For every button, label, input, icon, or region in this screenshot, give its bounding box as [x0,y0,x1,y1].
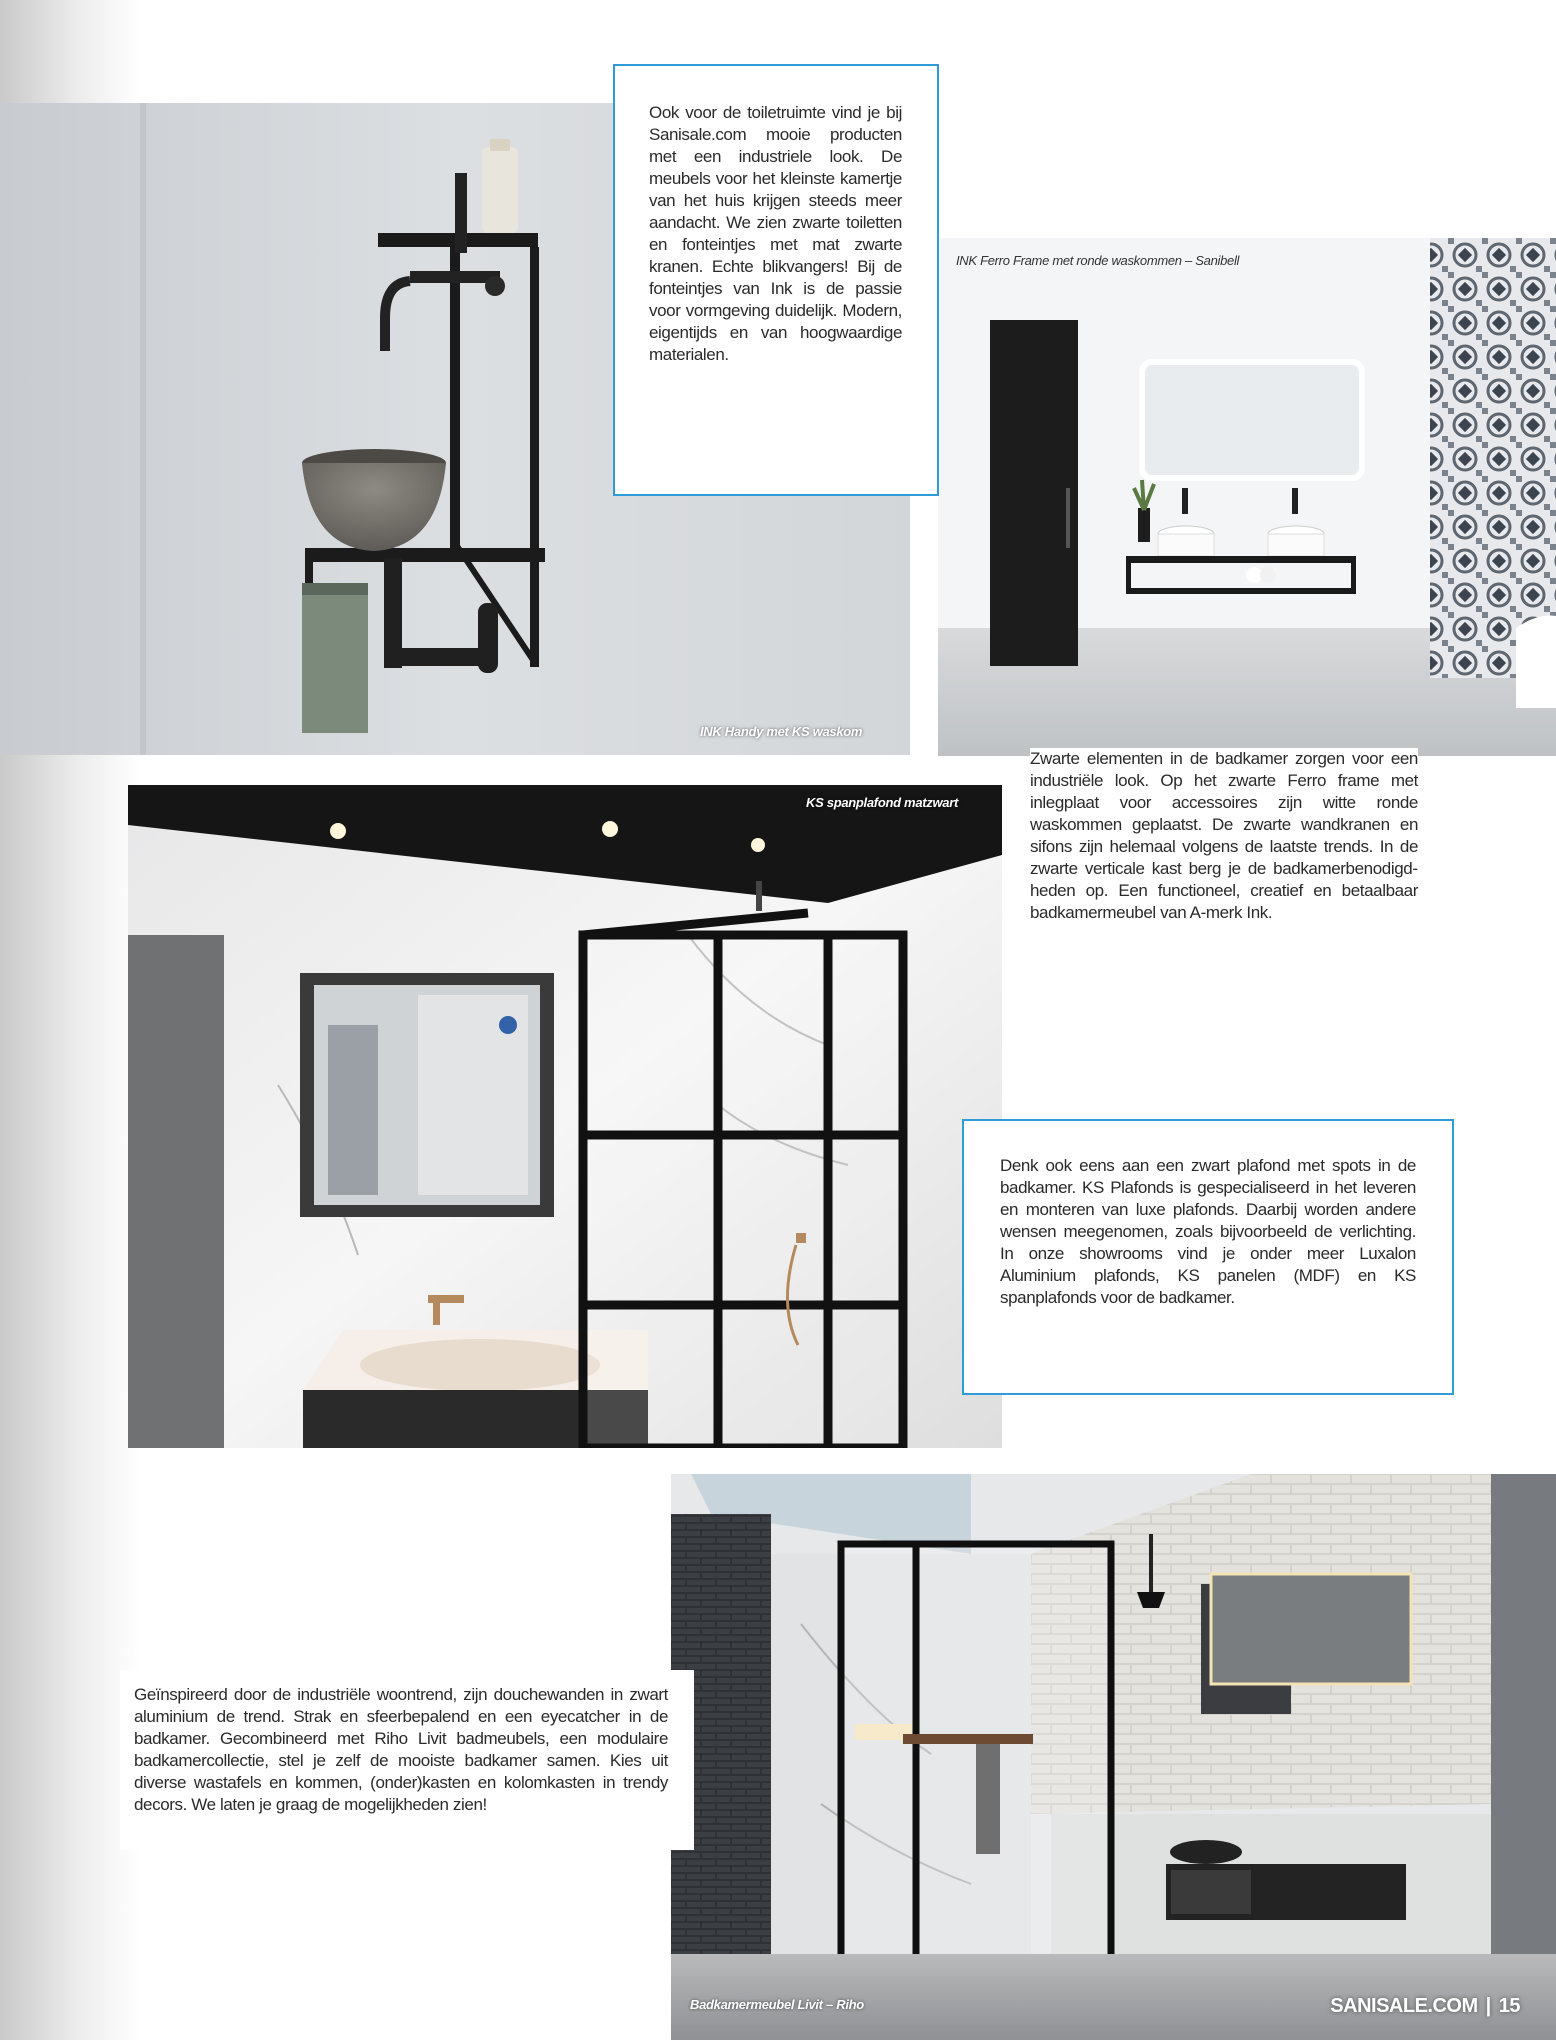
body-paragraph: Denk ook eens aan een zwart plafond met spots in de badkamer. KS Plafonds is gespecialiseerd in het leveren en monteren van luxe plafonds. Daarbij worden andere wensen meegenomen, zoals bijvoorbeeld de verlichting. In onze showrooms vind je onder meer Luxalon Aluminium plafonds, KS panelen (MDF) en KS spanplafonds voor de badkamer. [1000,1156,1416,1307]
page-footer [1330,1995,1520,2018]
photo-caption: KS spanplafond matzwart [806,795,959,810]
footer-separator: | [1485,1995,1491,2017]
text-box-toilet [613,64,939,496]
text-box-shower [120,1670,694,1850]
body-paragraph: Ook voor de toiletruimte vind je bij Sanisale.com mooie producten met een industriele look. De meubels voor het kleinste kamertje van het huis krijgen steeds meer aandacht. We zien zwarte toiletten en fonteintjes met mat zwarte kranen. Echte blikvangers! Bij de fonteintjes van Ink is de passie voor vormgeving duidelijk. Modern, eigentijds en van hoogwaardige materialen. [649,103,902,364]
photo-caption: Badkamermeubel Livit – Riho [690,1997,864,2012]
photo-caption: INK Handy met KS waskom [700,724,863,739]
text-box-black-elements [1030,748,1418,984]
brand-name: SANISALE.COM [1330,1995,1478,2017]
photo-caption: INK Ferro Frame met ronde waskommen – Sanibell [956,253,1240,268]
photo-ks-spanplafond [128,785,1002,1448]
body-paragraph: Geïnspireerd door de industriële woontrend, zijn douchewanden in zwart aluminium de trend. Strak en sfeerbepalend en een eyecatcher in de badkamer. Gecombineerd met Riho Livit badmeubels, een modulaire badkamercollectie, stel je zelf de mooiste badkamer samen. Kies uit diverse wastafels en kommen, (onder)kasten en kolomkasten in trendy decors. We laten je graag de mogelijkheden zien! [134,1685,668,1814]
photo-riho-livit [671,1474,1556,2040]
text-box-ceiling [962,1119,1454,1395]
body-paragraph: Zwarte elementen in de badkamer zorgen voor een industriële look. Op het zwarte Ferro frame met inlegplaat voor accessoires zijn witte ronde waskommen geplaatst. De zwarte wandkranen en sifons zijn helemaal volgens de laatste trends. In de zwarte verticale kast berg je de badkamerbenodigdheden op. Een functioneel, creatief en betaalbaar badkamermeubel van A-merk Ink. [1030,749,1418,922]
photo-ink-ferro-frame [938,238,1556,756]
page-number: 15 [1498,1995,1520,2017]
